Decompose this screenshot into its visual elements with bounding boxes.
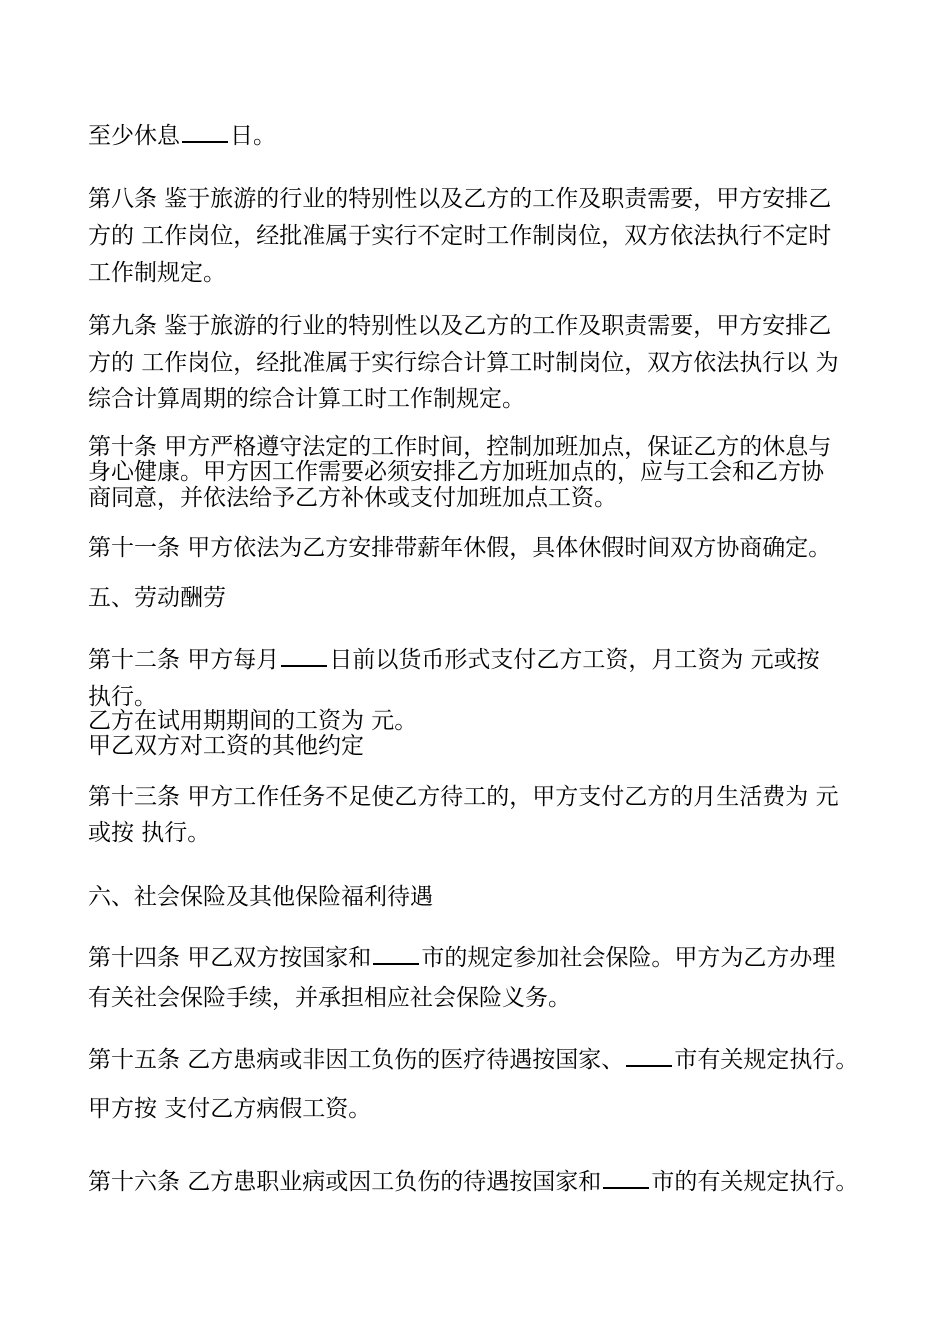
text-line: 执行。 [88, 684, 157, 710]
text-line: 甲乙双方对工资的其他约定 [88, 733, 364, 759]
text-line: 工作制规定。 [88, 260, 226, 286]
text-line: 第十二条 甲方每月 日前以货币形式支付乙方工资，月工资为 元或按 [88, 647, 820, 673]
text-line: 第十五条 乙方患病或非因工负伤的医疗待遇按国家、 市有关规定执行。 [88, 1047, 859, 1073]
text-line: 第九条 鉴于旅游的行业的特别性以及乙方的工作及职责需要，甲方安排乙 [88, 313, 832, 339]
text-line: 或按 执行。 [88, 820, 211, 846]
text-line: 乙方在试用期期间的工资为 元。 [88, 708, 418, 734]
text-line: 身心健康。甲方因工作需要必须安排乙方加班加点的，应与工会和乙方协 [88, 459, 824, 485]
text-line: 第十一条 甲方依法为乙方安排带薪年休假，具体休假时间双方协商确定。 [88, 535, 832, 561]
section-heading: 五、劳动酬劳 [88, 585, 226, 611]
text-line: 方的 工作岗位，经批准属于实行不定时工作制岗位，双方依法执行不定时 [88, 223, 832, 249]
fill-blank [182, 123, 228, 143]
fill-blank [373, 945, 419, 965]
text-line: 第十三条 甲方工作任务不足使乙方待工的，甲方支付乙方的月生活费为 元 [88, 784, 839, 810]
text-line: 第十条 甲方严格遵守法定的工作时间，控制加班加点，保证乙方的休息与 [88, 434, 832, 460]
text-line: 至少休息 日。 [88, 123, 276, 149]
text-line: 方的 工作岗位，经批准属于实行综合计算工时制岗位，双方依法执行以 为 [88, 350, 839, 376]
text-line: 商同意，并依法给予乙方补休或支付加班加点工资。 [88, 485, 617, 511]
section-heading: 六、社会保险及其他保险福利待遇 [88, 884, 433, 910]
fill-blank [603, 1169, 649, 1189]
text-line: 第十四条 甲乙双方按国家和 市的规定参加社会保险。甲方为乙方办理 [88, 945, 836, 971]
fill-blank [626, 1047, 672, 1067]
text-line: 甲方按 支付乙方病假工资。 [88, 1096, 372, 1122]
text-line: 第十六条 乙方患职业病或因工负伤的待遇按国家和 市的有关规定执行。 [88, 1169, 859, 1195]
text-line: 有关社会保险手续，并承担相应社会保险义务。 [88, 985, 571, 1011]
text-line: 综合计算周期的综合计算工时工作制规定。 [88, 386, 525, 412]
fill-blank [281, 647, 327, 667]
text-line: 第八条 鉴于旅游的行业的特别性以及乙方的工作及职责需要，甲方安排乙 [88, 186, 832, 212]
